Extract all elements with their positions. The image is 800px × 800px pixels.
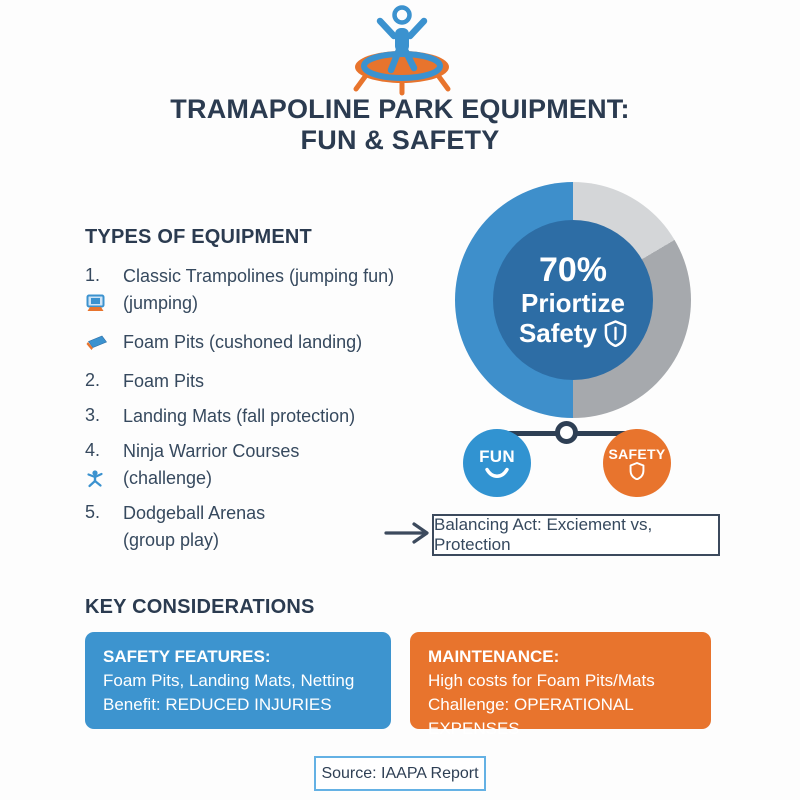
maintenance-card xyxy=(410,632,711,738)
item-text: Classic Trampolines (jumping fun) xyxy=(123,266,395,286)
maintenance-line1: High costs for Foam Pits/Mats xyxy=(428,671,655,690)
item-subtext: (jumping) xyxy=(123,293,199,313)
shield-icon xyxy=(629,462,645,480)
foam-pit-icon xyxy=(85,334,109,351)
key-considerations-heading: KEY CONSIDERATIONS xyxy=(85,596,315,618)
fun-label: FUN xyxy=(479,446,515,466)
item-number: 4. xyxy=(85,440,101,460)
safety-features-title: SAFETY FEATURES: xyxy=(103,647,271,666)
item-number: 3. xyxy=(85,405,101,425)
list-item-subline xyxy=(85,529,415,552)
donut-label-line2: Priortize xyxy=(520,288,626,318)
list-item xyxy=(85,331,415,354)
fun-circle xyxy=(463,429,531,497)
safety-circle xyxy=(603,429,671,497)
maintenance-title: MAINTENANCE: xyxy=(428,647,560,666)
item-text: Dodgeball Arenas xyxy=(123,503,266,523)
donut-label-line3: Safety xyxy=(518,318,598,348)
list-item xyxy=(85,265,415,288)
smile-icon xyxy=(484,467,510,480)
source-box xyxy=(314,756,486,791)
item-text: Landing Mats (fall protection) xyxy=(123,406,356,426)
equipment-section xyxy=(85,226,415,556)
item-subtext: (challenge) xyxy=(123,468,213,488)
item-subtext: (group play) xyxy=(123,530,220,550)
list-item xyxy=(85,502,415,525)
item-number: 1. xyxy=(85,265,101,285)
equipment-heading: TYPES OF EQUIPMENT xyxy=(85,226,312,248)
donut-percentage: 70% xyxy=(538,251,608,289)
maintenance-line2: Challenge: OPERATIONAL EXPENSES xyxy=(428,695,634,738)
safety-label: SAFETY xyxy=(608,446,666,462)
safety-features-line2: Benefit: REDUCED INJURIES xyxy=(103,695,332,714)
item-text: Foam Pits xyxy=(123,371,205,391)
item-number: 5. xyxy=(85,502,101,522)
page-title xyxy=(0,94,800,156)
trampoline-jumper-icon xyxy=(342,4,462,96)
donut-center-label xyxy=(493,220,653,380)
pivot-ring-icon xyxy=(555,421,578,444)
list-item xyxy=(85,440,415,463)
page-title-line2: FUN & SAFETY xyxy=(300,125,500,155)
list-item-subline xyxy=(85,467,415,490)
list-item-subline xyxy=(85,292,415,315)
shield-icon xyxy=(604,320,627,347)
item-text: Foam Pits (cushoned landing) xyxy=(123,332,363,352)
ninja-icon xyxy=(85,468,105,488)
item-number: 2. xyxy=(85,370,101,390)
donut-chart xyxy=(455,182,691,418)
page-title-line1: TRAMAPOLINE PARK EQUIPMENT: xyxy=(170,94,630,124)
item-text: Ninja Warrior Courses xyxy=(123,441,300,461)
safety-features-line1: Foam Pits, Landing Mats, Netting xyxy=(103,671,355,690)
list-item xyxy=(85,405,415,428)
balancing-act-text: Balancing Act: Exciement vs, Protection xyxy=(434,515,653,554)
mini-trampoline-icon xyxy=(85,294,106,313)
safety-features-card xyxy=(85,632,391,729)
source-label: Source: IAAPA Report xyxy=(321,764,479,782)
list-item xyxy=(85,370,415,393)
balancing-act-callout xyxy=(432,514,720,556)
arrow-right-icon xyxy=(384,520,432,546)
